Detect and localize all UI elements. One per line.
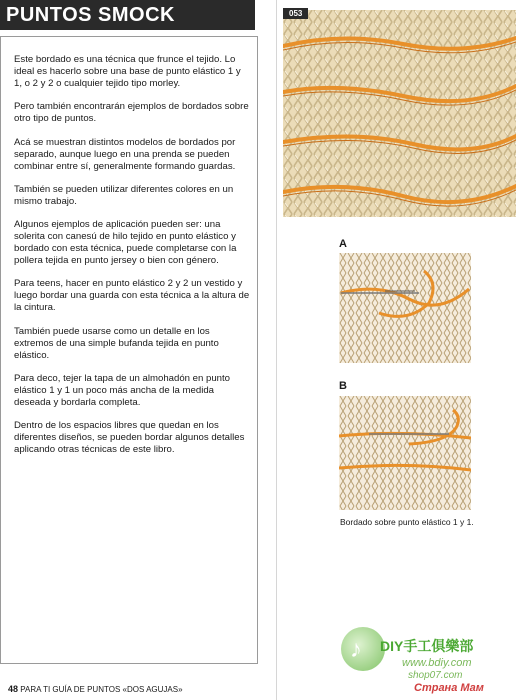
footer-text: PARA TI GUÍA DE PUNTOS «DOS AGUJAS» [20,685,183,694]
knit-photo [283,10,516,217]
diagram-a [339,253,471,363]
watermark-brand: DIY手工俱樂部 [380,638,474,654]
paragraph: Para teens, hacer en punto elástico 2 y 2 un vestido y luego bordar una guarda con esta técnica a la altura de la cintura. [14,278,250,314]
page-title: PUNTOS SMOCK [0,0,255,30]
diagram-caption: Bordado sobre punto elástico 1 y 1. [340,517,474,527]
paragraph: Para deco, tejer la tapa de un almohadón en punto elástico 1 y 1 un poco más ancha de la medida deseada y bordarla completa. [14,373,231,409]
watermark-site: www.bdiy.com [402,657,472,669]
page-number: 48 [8,684,19,694]
diagram-b-label: B [339,380,347,392]
paragraph: Algunos ejemplos de aplicación pueden ser: una solerita con canesú de hilo tejido en punto elástico y bordado con esta técnica, puede completarse con la pollera tejida en punto jersey o bien con género. [14,219,237,267]
body-text [14,54,250,468]
paragraph: Acá se muestran distintos modelos de bordados por separado, aunque luego en una prenda se pueden combinar entre sí, generalmente formando guardas. [14,136,236,172]
music-note-icon: ♪ [350,636,362,663]
page-footer [8,684,183,694]
watermark-site-2: shop07.com [408,670,463,681]
paragraph: También puede usarse como un detalle en los extremos de una simple bufanda tejida en punto elástico. [14,325,219,361]
paragraph: Dentro de los espacios libres que quedan en los diferentes diseños, se pueden bordar algunos detalles aplicando otras técnicas de este libro. [14,420,245,456]
photo-number-badge: 053 [283,8,308,19]
paragraph: Este bordado es una técnica que frunce el tejido. Lo ideal es hacerlo sobre una base de punto elástico 1 y 1, o 2 y 2 o cualquier tejido tipo morley. [14,54,241,89]
watermark-ru: Страна Мам [414,682,484,694]
watermark-logo-icon [341,627,385,671]
paragraph: También se pueden utilizar diferentes colores en un mismo trabajo. [14,183,234,207]
diagram-b [339,396,471,510]
diagram-a-label: A [339,238,347,250]
paragraph: Pero también encontrarán ejemplos de bordados sobre otro tipo de puntos. [14,101,249,125]
column-divider [276,0,277,700]
